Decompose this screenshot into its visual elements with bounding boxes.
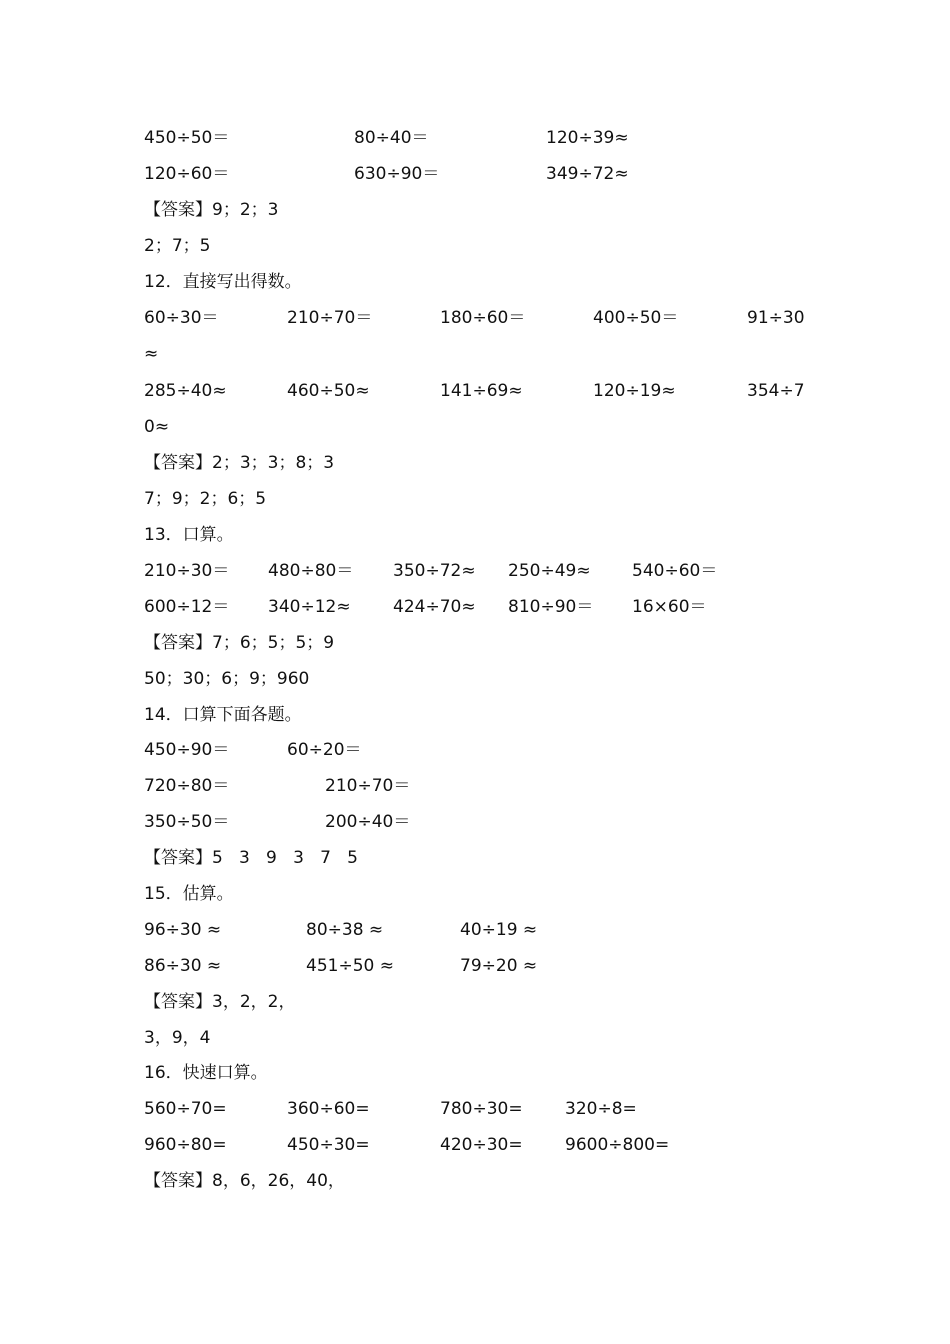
q15-title: 15．估算。: [144, 884, 234, 904]
q12-r2-c5: 354÷7: [747, 381, 805, 401]
q14-title: 14．口算下面各题。: [144, 705, 302, 725]
q15-r1-c2: 80÷38 ≈: [306, 920, 384, 940]
q11-r1-c2: 80÷40＝: [354, 128, 429, 148]
q16-r2-c2: 450÷30=: [287, 1135, 370, 1155]
q16-r2-c3: 420÷30=: [440, 1135, 523, 1155]
q14-r2-c1: 720÷80＝: [144, 776, 230, 796]
q12-r2-c1: 285÷40≈: [144, 381, 227, 401]
q13-r2-c4: 810÷90＝: [508, 597, 594, 617]
q12-r2-c2: 460÷50≈: [287, 381, 370, 401]
q13-r2-c5: 16×60＝: [632, 597, 707, 617]
q15-answer-line2: 3，9，4: [144, 1028, 211, 1048]
q16-r1-c4: 320÷8=: [565, 1099, 637, 1119]
q11-r2-c3: 349÷72≈: [546, 164, 629, 184]
q12-r1-c1: 60÷30＝: [144, 308, 219, 328]
q11-r1-c3: 120÷39≈: [546, 128, 629, 148]
q13-r1-c2: 480÷80＝: [268, 561, 354, 581]
q12-r1-c3: 180÷60＝: [440, 308, 526, 328]
q12-r1-c2: 210÷70＝: [287, 308, 373, 328]
q11-answer-line2: 2；7；5: [144, 236, 211, 256]
q15-r1-c1: 96÷30 ≈: [144, 920, 222, 940]
q13-r1-c3: 350÷72≈: [393, 561, 476, 581]
q12-r2-c4: 120÷19≈: [593, 381, 676, 401]
q14-r1-c2: 60÷20＝: [287, 740, 362, 760]
q15-r1-c3: 40÷19 ≈: [460, 920, 538, 940]
q16-r1-c2: 360÷60=: [287, 1099, 370, 1119]
q16-answer-line1: 【答案】8，6，26，40，: [144, 1171, 345, 1191]
q15-r2-c2: 451÷50 ≈: [306, 956, 394, 976]
q16-r2-c4: 9600÷800=: [565, 1135, 670, 1155]
q13-r2-c3: 424÷70≈: [393, 597, 476, 617]
q14-answer-line1: 【答案】5 3 9 3 7 5: [144, 848, 358, 868]
q16-r1-c3: 780÷30=: [440, 1099, 523, 1119]
q14-r2-c2: 210÷70＝: [325, 776, 411, 796]
q13-answer-line2: 50；30；6；9；960: [144, 669, 310, 689]
q13-title: 13．口算。: [144, 525, 234, 545]
q12-title: 12．直接写出得数。: [144, 272, 302, 292]
q13-r2-c1: 600÷12＝: [144, 597, 230, 617]
q15-r2-c3: 79÷20 ≈: [460, 956, 538, 976]
q12-r1-c4: 400÷50＝: [593, 308, 679, 328]
q14-r1-c1: 450÷90＝: [144, 740, 230, 760]
q11-r1-c1: 450÷50＝: [144, 128, 230, 148]
q13-answer-line1: 【答案】7；6；5；5；9: [144, 633, 335, 653]
q16-title: 16．快速口算。: [144, 1063, 268, 1083]
q15-r2-c1: 86÷30 ≈: [144, 956, 222, 976]
q15-answer-line1: 【答案】3，2，2，: [144, 992, 296, 1012]
q14-r3-c2: 200÷40＝: [325, 812, 411, 832]
q11-r2-c1: 120÷60＝: [144, 164, 230, 184]
q12-r2-wrap: 0≈: [144, 417, 170, 437]
q13-r1-c5: 540÷60＝: [632, 561, 718, 581]
q16-r1-c1: 560÷70=: [144, 1099, 227, 1119]
q14-r3-c1: 350÷50＝: [144, 812, 230, 832]
q13-r1-c4: 250÷49≈: [508, 561, 591, 581]
q16-r2-c1: 960÷80=: [144, 1135, 227, 1155]
q13-r2-c2: 340÷12≈: [268, 597, 351, 617]
q12-r2-c3: 141÷69≈: [440, 381, 523, 401]
q12-r1-wrap: ≈: [144, 344, 159, 364]
q11-answer-line1: 【答案】9；2；3: [144, 200, 279, 220]
q13-r1-c1: 210÷30＝: [144, 561, 230, 581]
q11-r2-c2: 630÷90＝: [354, 164, 440, 184]
q12-answer-line1: 【答案】2；3；3；8；3: [144, 453, 335, 473]
q12-r1-c5: 91÷30: [747, 308, 805, 328]
q12-answer-line2: 7；9；2；6；5: [144, 489, 267, 509]
